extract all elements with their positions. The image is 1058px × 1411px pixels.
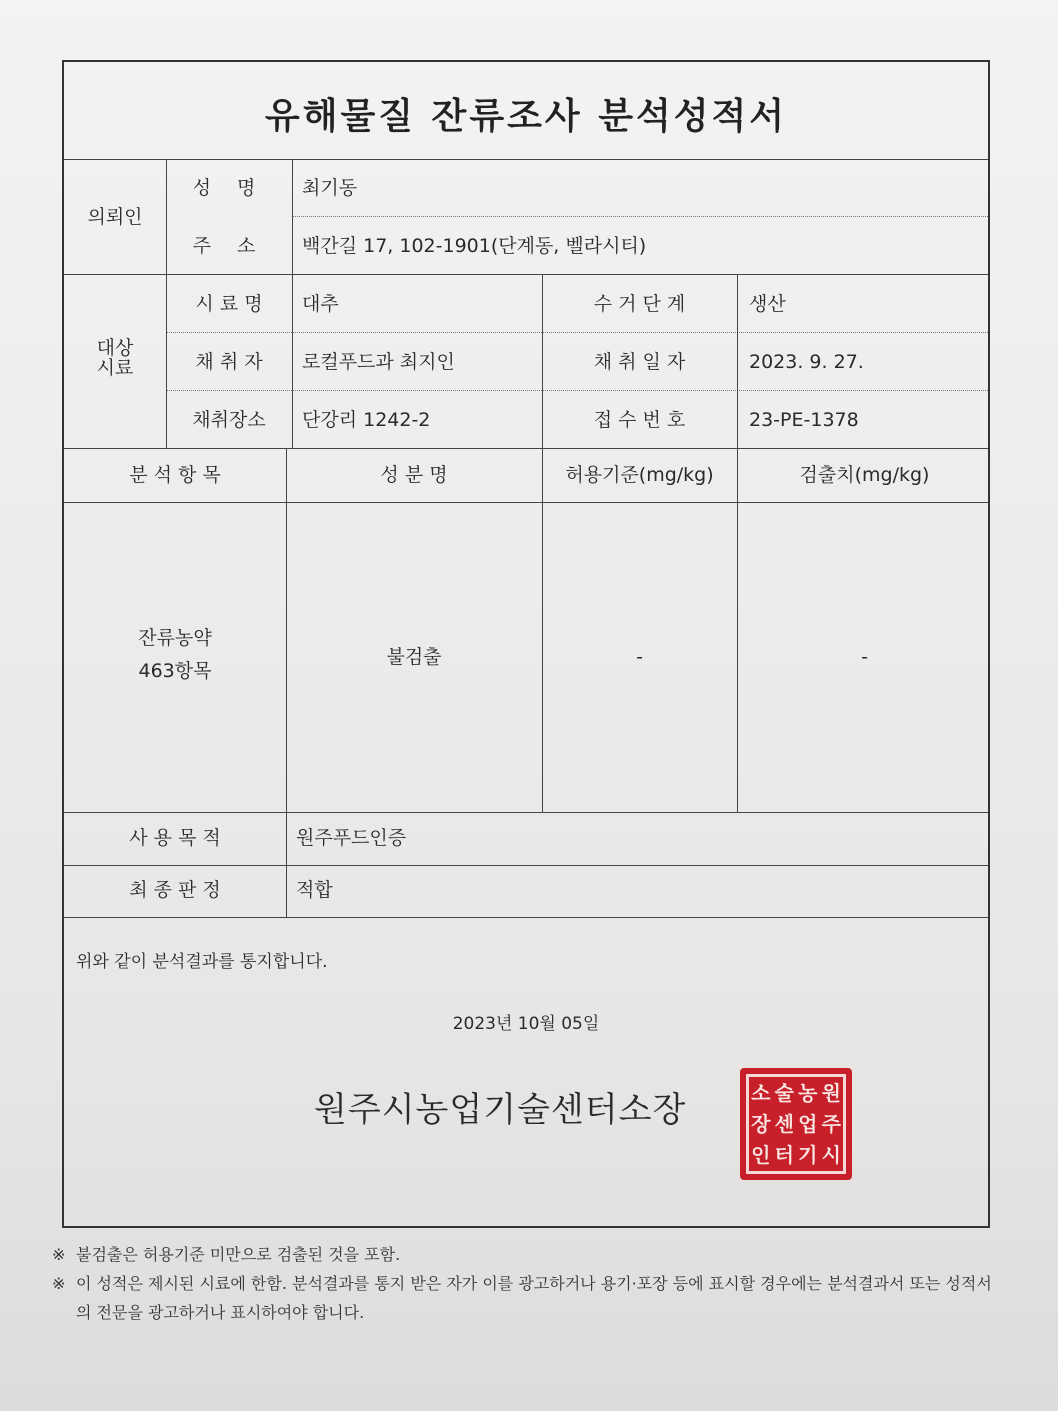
analysis-item-line2: 463항목	[138, 660, 212, 682]
seal-glyph: 장	[751, 1111, 771, 1136]
collector-label: 채 취 자	[195, 351, 263, 373]
seal-glyph: 농	[798, 1080, 818, 1105]
detected-value: -	[861, 646, 868, 668]
receipt-label: 접 수 번 호	[593, 409, 686, 431]
date-label: 채 취 일 자	[593, 351, 686, 373]
header-analysis-item: 분 석 항 목	[129, 464, 221, 486]
seal-glyph: 센	[774, 1111, 794, 1136]
seal-glyph: 술	[774, 1080, 794, 1105]
divider	[64, 865, 988, 866]
seal-glyph: 시	[821, 1143, 841, 1168]
divider	[292, 159, 293, 448]
address-label: 주 소	[192, 235, 266, 257]
divider	[292, 216, 988, 217]
header-component: 성 분 명	[380, 464, 448, 486]
analysis-item-line1: 잔류농약	[138, 627, 212, 649]
document-title: 유해물질 잔류조사 분석성적서	[264, 96, 788, 137]
header-detected: 검출치(mg/kg)	[799, 464, 930, 486]
name-value: 최기동	[302, 177, 358, 199]
sample-section-label: 대상 시료	[96, 337, 134, 379]
seal-glyph: 기	[798, 1143, 818, 1168]
address-value: 백간길 17, 102-1901(단계동, 벨라시티)	[302, 235, 647, 257]
divider	[64, 274, 988, 275]
component-value: 불검출	[386, 646, 442, 668]
seal-glyph: 인	[751, 1143, 771, 1168]
official-seal	[740, 1068, 852, 1180]
seal-glyph: 터	[774, 1143, 794, 1168]
footnote: ※ 불검출은 허용기준 미만으로 검출된 것을 포함.	[52, 1240, 997, 1269]
judgement-value: 적합	[296, 879, 333, 901]
seal-glyph: 업	[798, 1111, 818, 1136]
divider	[737, 274, 738, 812]
divider	[286, 448, 287, 917]
issue-date: 2023년 10월 05일	[452, 1014, 600, 1034]
note-mark: ※	[52, 1274, 66, 1293]
issuer-name: 원주시농업기술센터소장	[314, 1090, 687, 1130]
divider	[64, 448, 988, 449]
stage-label: 수 거 단 계	[593, 293, 686, 315]
place-label: 채취장소	[192, 409, 266, 431]
sample-name-value: 대추	[302, 293, 339, 315]
limit-value: -	[636, 646, 643, 668]
divider	[64, 812, 988, 813]
footnote: ※ 이 성적은 제시된 시료에 한함. 분석결과를 통지 받은 자가 이를 광고하거나 용기·포장 등에 표시할 경우에는 분석결과서 또는 성적서의 전문을 광고하거나 표시하여야 합니다.	[52, 1269, 997, 1327]
requester-section-label: 의뢰인	[87, 206, 143, 228]
seal-glyph: 주	[821, 1111, 841, 1136]
header-limit: 허용기준(mg/kg)	[565, 464, 714, 486]
seal-glyph: 소	[751, 1080, 771, 1105]
divider	[64, 502, 988, 503]
purpose-value: 원주푸드인증	[296, 827, 407, 849]
divider	[166, 332, 988, 333]
divider	[64, 159, 988, 160]
divider	[64, 917, 988, 918]
name-label: 성 명	[192, 177, 266, 199]
footnotes	[52, 1240, 997, 1327]
notice-text: 위와 같이 분석결과를 통지합니다.	[76, 952, 328, 972]
sample-name-label: 시 료 명	[195, 293, 263, 315]
purpose-label: 사 용 목 적	[129, 827, 221, 849]
seal-glyph: 원	[821, 1080, 841, 1105]
date-value: 2023. 9. 27.	[749, 351, 864, 373]
judgement-label: 최 종 판 정	[129, 879, 221, 901]
note-mark: ※	[52, 1245, 66, 1264]
stage-value: 생산	[749, 293, 786, 315]
divider	[166, 390, 988, 391]
receipt-value: 23-PE-1378	[749, 409, 859, 431]
place-value: 단강리 1242-2	[302, 409, 431, 431]
analysis-certificate	[62, 60, 990, 1228]
collector-value: 로컬푸드과 최지인	[302, 351, 455, 373]
